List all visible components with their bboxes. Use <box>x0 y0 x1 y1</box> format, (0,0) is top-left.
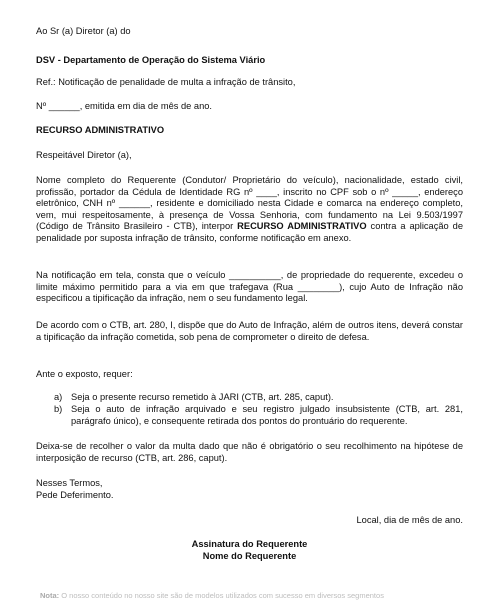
department-line: DSV - Departamento de Operação do Sistema Viário <box>36 55 266 65</box>
closing-pede-deferimento: Pede Deferimento. <box>36 490 114 500</box>
request-marker: b) <box>54 404 63 414</box>
reference-line: Ref.: Notificação de penalidade de multa a infração de trânsito, <box>36 77 296 87</box>
recurso-emphasis: RECURSO ADMINISTRATIVO <box>237 221 367 232</box>
paragraph-ctb: De acordo com o CTB, art. 280, I, dispõe que do Auto de Infração, além de outros itens, deverá constar a tipificação da infração cometida, sob pena de comprometer o direito de defesa. <box>36 320 463 342</box>
footnote-label: Nota: <box>40 591 60 600</box>
request-text: Seja o auto de infração arquivado e seu registro julgado insubsistente (CTB, art. 281, parágrafo único), e consequente retirada dos pontos do prontuário do requerente. <box>71 404 463 426</box>
place-date-line: Local, dia de mês de ano. <box>356 515 463 525</box>
paragraph-notificacao: Na notificação em tela, consta que o veículo __________, de propriedade do requerente, excedeu o limite máximo permitido para a via em que trafegava (Rua ________), cujo Auto de Infração não especificou a tipificação da infração, nem o seu fundamento legal. <box>36 270 463 304</box>
notification-number-line: Nº ______, emitida em dia de mês de ano. <box>36 101 213 111</box>
request-marker: a) <box>54 392 63 402</box>
addressee-line: Ao Sr (a) Diretor (a) do <box>36 26 131 36</box>
greeting-line: Respeitável Diretor (a), <box>36 150 132 160</box>
paragraph-requerente <box>36 175 463 245</box>
paragraph-multa: Deixa-se de recolher o valor da multa dado que não é obrigatório o seu recolhimento na hipótese de interposição de recurso (CTB, art. 286, caput). <box>36 441 463 463</box>
closing-nesses-termos: Nesses Termos, <box>36 478 103 488</box>
signature-line: Assinatura do Requerente <box>191 539 308 549</box>
paragraph-requerente-end: contra a aplicação de penalidade por suposta infração de trânsito, conforme notificação em anexo. <box>36 221 463 243</box>
document-heading: RECURSO ADMINISTRATIVO <box>36 125 165 135</box>
footnote-text: O nosso conteúdo no nosso site são de modelos utilizados com sucesso em diversos segmentos <box>61 591 384 600</box>
paragraph-requer: Ante o exposto, requer: <box>36 369 133 379</box>
paragraph-requerente-text: Nome completo do Requerente (Condutor/ Proprietário do veículo), nacionalidade, estado civil, profissão, portador da Cédula de Identidade RG nº ____, inscrito no CPF sob o nº _____, endereço eletrônico, CNH nº ______, residente e domiciliado nesta Cidade e comarca na endereço completo, vem, mui respeitosamente, à presença de Vossa Senhoria, com fundamento na Lei 9.503/1997 (Código de Trânsito Brasileiro - CTB), interpor <box>36 175 463 232</box>
signer-name-line: Nome do Requerente <box>202 551 297 561</box>
request-text: Seja o presente recurso remetido à JARI (CTB, art. 285, caput). <box>71 392 334 402</box>
